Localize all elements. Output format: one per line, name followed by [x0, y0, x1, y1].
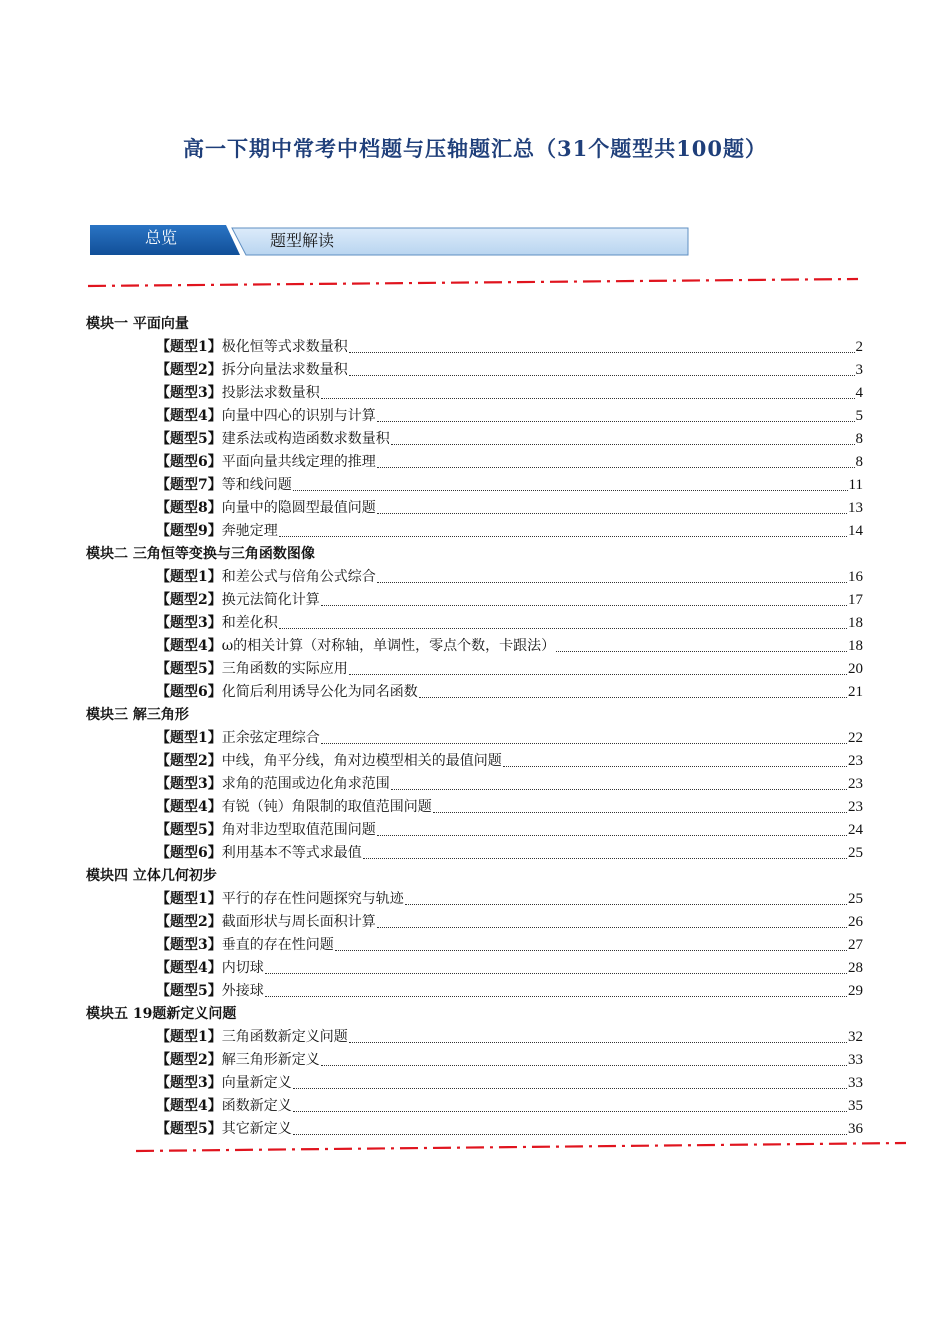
- entry-tag: 【题型2】: [156, 592, 222, 608]
- entry-tag: 【题型2】: [156, 914, 222, 930]
- dot-leader: [377, 581, 847, 583]
- entry-tag: 【题型5】: [156, 822, 222, 838]
- dot-leader: [279, 627, 847, 629]
- toc-entry[interactable]: [156, 612, 863, 635]
- entry-title: 中线，角平分线，角对边模型相关的最值问题: [221, 753, 502, 769]
- module-heading: 模块一 平面向量: [86, 316, 189, 332]
- toc-entry[interactable]: [156, 405, 863, 428]
- entry-tag: 【题型5】: [156, 431, 222, 447]
- entry-title: 内切球: [221, 960, 264, 976]
- banner-tab-label: 总览: [145, 228, 178, 247]
- entry-page-number: 13: [848, 500, 863, 516]
- entry-tag: 【题型5】: [156, 661, 222, 677]
- entry-title: 求角的范围或边化角求范围: [221, 776, 390, 792]
- entry-title: 奔驰定理: [221, 523, 278, 539]
- entry-tag: 【题型4】: [156, 1098, 222, 1114]
- entry-page-number: 5: [855, 408, 863, 424]
- toc-entry[interactable]: [156, 520, 863, 543]
- toc-entry[interactable]: [156, 727, 863, 750]
- entry-tag: 【题型1】: [156, 891, 222, 907]
- entry-title: 换元法简化计算: [221, 592, 320, 608]
- entry-title: 函数新定义: [221, 1098, 292, 1114]
- entry-page-number: 2: [855, 339, 863, 355]
- toc-entry[interactable]: [156, 980, 863, 1003]
- table-of-contents: [86, 313, 866, 1141]
- dot-leader: [293, 1110, 847, 1112]
- entry-page-number: 25: [848, 845, 863, 861]
- dot-leader: [405, 903, 847, 905]
- entry-page-number: 18: [848, 638, 863, 654]
- entry-page-number: 35: [848, 1098, 863, 1114]
- entry-title: 垂直的存在性问题: [221, 937, 334, 953]
- module-heading: 模块五 19题新定义问题: [86, 1006, 237, 1022]
- entry-page-number: 23: [848, 799, 863, 815]
- entry-page-number: 8: [855, 454, 863, 470]
- entry-tag: 【题型3】: [156, 937, 222, 953]
- entry-title: 正余弦定理综合: [221, 730, 320, 746]
- entry-tag: 【题型4】: [156, 408, 222, 424]
- entry-page-number: 8: [855, 431, 863, 447]
- entry-title: 和差化积: [221, 615, 278, 631]
- toc-entry[interactable]: [156, 428, 863, 451]
- entry-page-number: 25: [848, 891, 863, 907]
- entry-title: 有锐（钝）角限制的取值范围问题: [221, 799, 432, 815]
- entry-page-number: 29: [848, 983, 863, 999]
- bottom-dash-divider: [134, 1140, 909, 1154]
- entry-page-number: 16: [848, 569, 863, 585]
- dot-leader: [349, 374, 855, 376]
- entry-title: 平面向量共线定理的推理: [221, 454, 376, 470]
- entry-page-number: 28: [848, 960, 863, 976]
- toc-entry[interactable]: [156, 359, 863, 382]
- entry-page-number: 32: [848, 1029, 863, 1045]
- entry-page-number: 14: [848, 523, 863, 539]
- entry-title: 利用基本不等式求最值: [221, 845, 362, 861]
- dot-leader: [391, 443, 855, 445]
- dot-leader: [391, 788, 847, 790]
- toc-entry[interactable]: [156, 957, 863, 980]
- entry-page-number: 26: [848, 914, 863, 930]
- toc-entry[interactable]: [156, 888, 863, 911]
- toc-entry[interactable]: [156, 796, 863, 819]
- entry-title: 其它新定义: [221, 1121, 292, 1137]
- toc-entry[interactable]: [156, 681, 863, 704]
- toc-entry[interactable]: [156, 566, 863, 589]
- entry-page-number: 33: [848, 1075, 863, 1091]
- entry-tag: 【题型7】: [156, 477, 222, 493]
- dot-leader: [377, 926, 847, 928]
- entry-tag: 【题型8】: [156, 500, 222, 516]
- entry-tag: 【题型6】: [156, 454, 222, 470]
- entry-tag: 【题型3】: [156, 776, 222, 792]
- entry-title: 极化恒等式求数量积: [221, 339, 348, 355]
- entry-tag: 【题型3】: [156, 615, 222, 631]
- toc-entry[interactable]: [156, 1026, 863, 1049]
- entry-title: 和差公式与倍角公式综合: [221, 569, 376, 585]
- entry-page-number: 22: [848, 730, 863, 746]
- entry-title: 截面形状与周长面积计算: [221, 914, 376, 930]
- entry-page-number: 11: [848, 477, 863, 493]
- dot-leader: [293, 1133, 847, 1135]
- dot-leader: [321, 397, 855, 399]
- entry-title: 向量中的隐圆型最值问题: [221, 500, 376, 516]
- dot-leader: [349, 351, 855, 353]
- dot-leader: [321, 1064, 847, 1066]
- dot-leader: [349, 1041, 847, 1043]
- toc-entry[interactable]: [156, 451, 863, 474]
- entry-tag: 【题型3】: [156, 1075, 222, 1091]
- toc-entry[interactable]: [156, 819, 863, 842]
- entry-page-number: 24: [848, 822, 863, 838]
- dot-leader: [279, 535, 847, 537]
- entry-page-number: 20: [848, 661, 863, 677]
- toc-entry[interactable]: [156, 658, 863, 681]
- toc-entry[interactable]: [156, 336, 863, 359]
- entry-title: 角对非边型取值范围问题: [221, 822, 376, 838]
- entry-page-number: 4: [855, 385, 863, 401]
- entry-title: 向量新定义: [221, 1075, 292, 1091]
- toc-entry[interactable]: [156, 589, 863, 612]
- entry-page-number: 17: [848, 592, 863, 608]
- dot-leader: [321, 742, 847, 744]
- toc-entry[interactable]: [156, 1072, 863, 1095]
- entry-page-number: 21: [848, 684, 863, 700]
- toc-entry[interactable]: [156, 497, 863, 520]
- entry-tag: 【题型5】: [156, 983, 222, 999]
- toc-entry[interactable]: [156, 1095, 863, 1118]
- entry-tag: 【题型9】: [156, 523, 222, 539]
- entry-title: 化简后利用诱导公化为同名函数: [221, 684, 418, 700]
- toc-entry[interactable]: [156, 382, 863, 405]
- entry-tag: 【题型4】: [156, 638, 222, 654]
- entry-tag: 【题型1】: [156, 569, 222, 585]
- entry-title: 三角函数的实际应用: [221, 661, 348, 677]
- entry-title: 向量中四心的识别与计算: [221, 408, 376, 424]
- dot-leader: [377, 466, 855, 468]
- dot-leader: [503, 765, 847, 767]
- entry-tag: 【题型2】: [156, 362, 222, 378]
- entry-title: 投影法求数量积: [221, 385, 320, 401]
- toc-entry[interactable]: [156, 1049, 863, 1072]
- entry-title: 建系法或构造函数求数量积: [221, 431, 390, 447]
- dot-leader: [363, 857, 847, 859]
- section-banner: [90, 225, 690, 259]
- entry-title: 外接球: [221, 983, 264, 999]
- entry-page-number: 3: [855, 362, 863, 378]
- entry-title: 三角函数新定义问题: [221, 1029, 348, 1045]
- entry-tag: 【题型2】: [156, 753, 222, 769]
- dot-leader: [293, 489, 848, 491]
- entry-page-number: 27: [848, 937, 863, 953]
- entry-title: 等和线问题: [221, 477, 292, 493]
- dot-leader: [335, 949, 847, 951]
- entry-page-number: 36: [848, 1121, 863, 1137]
- toc-entry[interactable]: [156, 911, 863, 934]
- entry-tag: 【题型5】: [156, 1121, 222, 1137]
- entry-page-number: 18: [848, 615, 863, 631]
- entry-page-number: 23: [848, 776, 863, 792]
- toc-entry[interactable]: [156, 842, 863, 865]
- entry-tag: 【题型1】: [156, 730, 222, 746]
- module-heading: 模块三 解三角形: [86, 707, 189, 723]
- toc-entry[interactable]: [156, 750, 863, 773]
- toc-entry[interactable]: [156, 1118, 863, 1141]
- dot-leader: [349, 673, 847, 675]
- entry-title: 平行的存在性问题探究与轨迹: [221, 891, 404, 907]
- entry-tag: 【题型4】: [156, 960, 222, 976]
- dot-leader: [321, 604, 847, 606]
- dot-leader: [433, 811, 847, 813]
- dot-leader: [377, 834, 847, 836]
- dot-leader: [265, 995, 847, 997]
- entry-page-number: 33: [848, 1052, 863, 1068]
- toc-entry[interactable]: [156, 474, 863, 497]
- entry-tag: 【题型6】: [156, 684, 222, 700]
- entry-tag: 【题型2】: [156, 1052, 222, 1068]
- module-heading: 模块四 立体几何初步: [86, 868, 217, 884]
- toc-entry[interactable]: [156, 773, 863, 796]
- banner-bar-label: 题型解读: [270, 231, 335, 250]
- dot-leader: [377, 420, 855, 422]
- dot-leader: [377, 512, 847, 514]
- entry-page-number: 23: [848, 753, 863, 769]
- dot-leader: [419, 696, 847, 698]
- entry-tag: 【题型1】: [156, 1029, 222, 1045]
- dot-leader: [265, 972, 847, 974]
- dot-leader: [556, 650, 847, 652]
- entry-tag: 【题型1】: [156, 339, 222, 355]
- entry-tag: 【题型4】: [156, 799, 222, 815]
- page-title: 高一下期中常考中档题与压轴题汇总（31个题型共100题）: [182, 136, 768, 161]
- entry-tag: 【题型6】: [156, 845, 222, 861]
- toc-entry[interactable]: [156, 934, 863, 957]
- top-dash-divider: [86, 276, 861, 290]
- module-heading: 模块二 三角恒等变换与三角函数图像: [86, 546, 315, 562]
- entry-title: 拆分向量法求数量积: [221, 362, 348, 378]
- toc-entry[interactable]: [156, 635, 863, 658]
- entry-tag: 【题型3】: [156, 385, 222, 401]
- entry-title: 解三角形新定义: [221, 1052, 320, 1068]
- dot-leader: [293, 1087, 847, 1089]
- entry-title: ω的相关计算（对称轴，单调性，零点个数，卡跟法）: [221, 638, 556, 654]
